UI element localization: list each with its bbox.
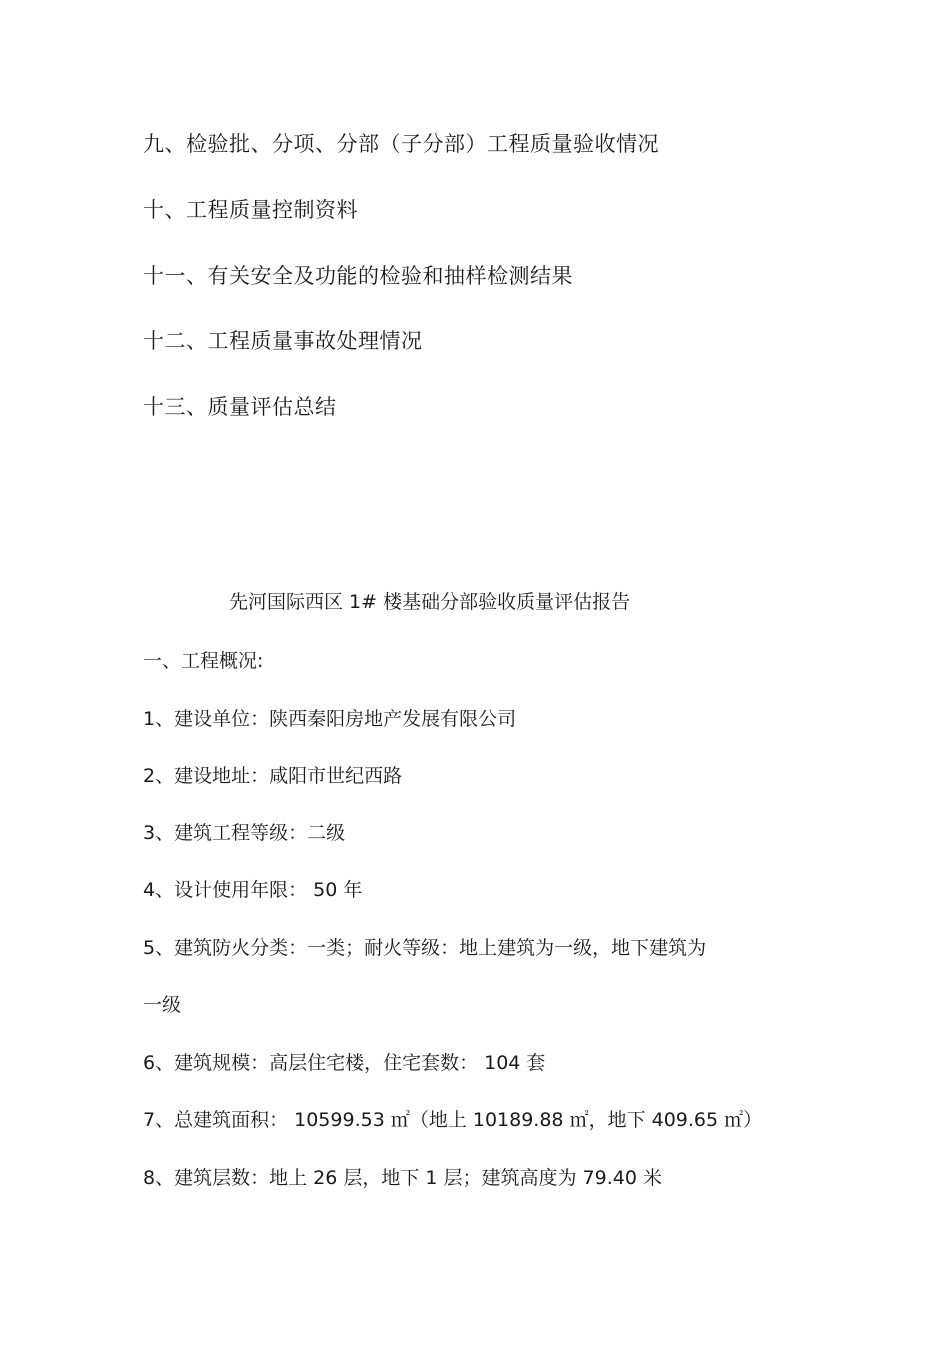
- toc-item-10: 十、工程质量控制资料: [143, 198, 358, 222]
- toc-item-11: 十一、有关安全及功能的检验和抽样检测结果: [143, 264, 573, 288]
- toc-item-9: 九、检验批、分项、分部（子分部）工程质量验收情况: [143, 132, 659, 156]
- line-floors-height: 8、建筑层数：地上 26 层，地下 1 层；建筑高度为 79.40 米: [143, 1167, 662, 1189]
- line-design-life: 4、设计使用年限： 50 年: [143, 879, 363, 901]
- line-fire-classification-cont: 一级: [143, 994, 182, 1016]
- toc-item-12: 十二、工程质量事故处理情况: [143, 329, 423, 353]
- report-title: 先河国际西区 1# 楼基础分部验收质量评估报告: [229, 591, 631, 613]
- line-construction-address: 2、建设地址：咸阳市世纪西路: [143, 765, 403, 787]
- section-heading: 一、工程概况:: [143, 650, 264, 672]
- toc-item-13: 十三、质量评估总结: [143, 395, 337, 419]
- line-total-area: 7、总建筑面积： 10599.53 ㎡（地上 10189.88 ㎡，地下 409.65 ㎡）: [143, 1109, 763, 1131]
- line-building-grade: 3、建筑工程等级：二级: [143, 822, 346, 844]
- line-fire-classification: 5、建筑防火分类：一类；耐火等级：地上建筑为一级，地下建筑为: [143, 937, 707, 959]
- line-building-scale: 6、建筑规模：高层住宅楼，住宅套数： 104 套: [143, 1052, 546, 1074]
- line-construction-unit: 1、建设单位：陕西秦阳房地产发展有限公司: [143, 708, 517, 730]
